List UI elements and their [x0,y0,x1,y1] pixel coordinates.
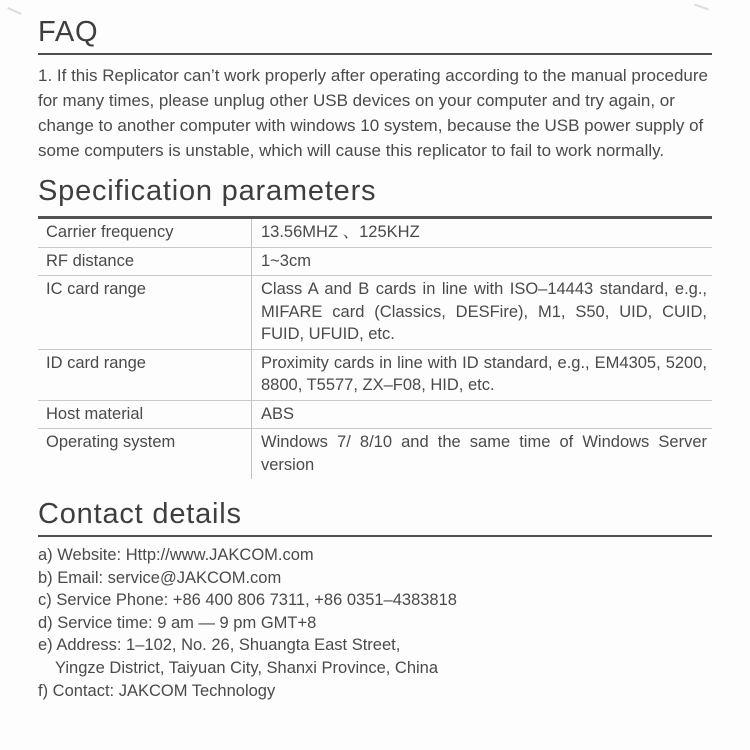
corner-artifact-mark [694,3,709,10]
contact-lines [38,544,712,702]
specification-section [38,173,712,479]
spec-value: 13.56MHZ 、125KHZ [251,219,712,247]
specification-table [38,216,712,479]
contact-line-address: e) Address: 1–102, No. 26, Shuangta East Street, [38,636,401,655]
spec-label: RF distance [46,251,135,270]
faq-heading: FAQ [38,16,99,48]
spec-value: Windows 7/ 8/10 and the same time of Windows Server version [251,429,712,479]
specification-heading: Specification parameters [38,175,377,207]
contact-heading-rule [38,535,712,537]
spec-value: ABS [251,401,712,429]
spec-label: Host material [46,404,144,423]
contact-line-service-phone: c) Service Phone: +86 400 806 7311, +86 0351–4383818 [38,591,457,610]
contact-heading: Contact details [38,498,242,530]
spec-label: ID card range [46,353,146,372]
table-row [38,401,712,430]
table-row [38,219,712,248]
table-row [38,350,712,401]
table-row [38,429,712,479]
spec-value: 1~3cm [251,248,712,276]
faq-item-text: 1. If this Replicator can’t work properly after operating according to the manual procedure for many times, please unplug other USB devices on your computer and try again, or change to another computer with windows 10 system, because the USB power supply of some computers is unstable, which will cause this replicator to fail to work normally. [38,66,708,160]
contact-line-website: a) Website: Http://www.JAKCOM.com [38,546,314,564]
contact-line-email: b) Email: service@JAKCOM.com [38,568,282,587]
spec-label: Carrier frequency [46,223,174,241]
contact-section [38,496,712,702]
spec-label: Operating system [46,433,176,451]
contact-line-service-time: d) Service time: 9 am — 9 pm GMT+8 [38,613,317,632]
corner-artifact-mark [7,7,22,15]
table-row [38,248,712,277]
spec-value: Proximity cards in line with ID standard, e.g., EM4305, 5200, 8800, T5577, ZX–F08, HID, etc. [251,350,712,400]
table-row [38,276,712,350]
contact-line-address-continued: Yingze District, Taiyuan City, Shanxi Province, China [55,658,439,677]
contact-line-contact: f) Contact: JAKCOM Technology [38,681,276,700]
spec-label: IC card range [46,280,146,298]
spec-value: Class A and B cards in line with ISO–14443 standard, e.g., MIFARE card (Classics, DESFire), M1, S50, UID, CUID, FUID, UFUID, etc. [251,276,712,349]
faq-section [38,14,712,163]
faq-heading-rule [38,53,712,55]
